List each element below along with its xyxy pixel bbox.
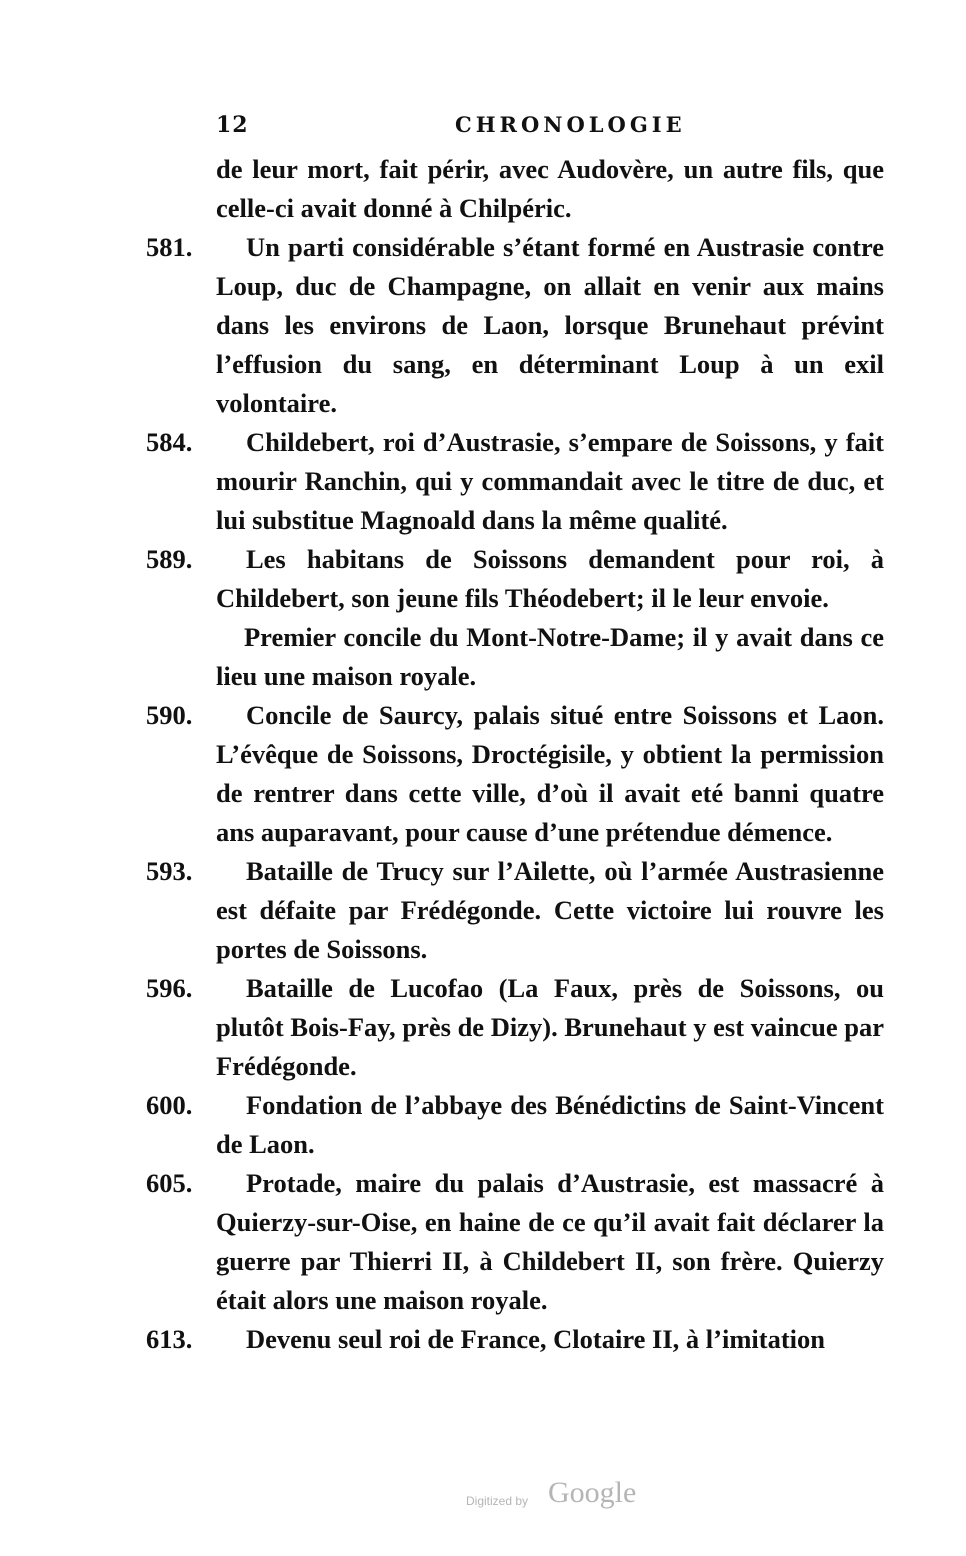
entry-year: 600. [146,1090,193,1120]
entry-text: Un parti considérable s’étant formé en Austrasie contre Loup, duc de Champagne, on allait en venir aux mains dans les environs de Laon, lorsque Brunehaut prévint l’effusion du sang, en déterminant Loup à un exil volontaire. [216,232,884,418]
entry-year: 596. [146,973,193,1003]
digitized-by-label: Digitized by [466,1494,529,1508]
entry-text: Childebert, roi d’Austrasie, s’empare de Soissons, y fait mourir Ranchin, qui y commandait avec le titre de duc, et lui substitue Magnoald dans la même qualité. [216,427,884,535]
page-header [0,112,966,152]
entry-year: 584. [146,427,193,457]
entry-593 [0,852,966,969]
entry-year: 605. [146,1168,193,1198]
page-number: 12 [216,112,249,138]
entry-584 [0,423,966,540]
entry-text: Fondation de l’abbaye des Bénédictins de Saint-Vincent de Laon. [216,1090,884,1159]
entry-year: 613. [146,1324,193,1354]
entry-text: Les habitans de Soissons demandent pour roi, à Childebert, son jeune fils Théodebert; il le leur envoie. [216,544,884,613]
entry-extra-paragraph: Premier concile du Mont-Notre-Dame; il y avait dans ce lieu une maison royale. [216,622,884,691]
entry-613 [0,1320,966,1359]
running-title: CHRONOLOGIE [455,112,686,137]
entry-600 [0,1086,966,1164]
entry-589 [0,540,966,696]
entry-year: 590. [146,700,193,730]
entry-text: Protade, maire du palais d’Austrasie, est massacré à Quierzy-sur-Oise, en haine de ce qu’il avait fait déclarer la guerre par Thierri II, à Childebert II, son frère. Quierzy était alors une maison royale. [216,1168,884,1315]
entry-text: Concile de Saurcy, palais situé entre Soissons et Laon. L’évêque de Soissons, Droctégisile, y obtient la permission de rentrer dans cette ville, d’où il avait eté banni quatre ans auparavant, pour cause d’une prétendue démence. [216,700,884,847]
entry-text: Bataille de Lucofao (La Faux, près de Soissons, ou plutôt Bois-Fay, près de Dizy). Brunehaut y est vaincue par Frédégonde. [216,973,884,1081]
entry-text: Bataille de Trucy sur l’Ailette, où l’armée Austrasienne est défaite par Frédégonde. Cette victoire lui rouvre les portes de Soissons. [216,856,884,964]
entry-year: 589. [146,544,193,574]
digitization-watermark [466,1476,666,1516]
entry-year: 581. [146,232,193,262]
entry-596 [0,969,966,1086]
chronology-text [0,150,966,1359]
entry-605 [0,1164,966,1320]
entry-year: 593. [146,856,193,886]
google-logo: Google [548,1476,637,1509]
continuation-paragraph: de leur mort, fait périr, avec Audovère, un autre fils, que celle-ci avait donné à Chilpéric. [216,154,884,223]
entry-text: Devenu seul roi de France, Clotaire II, à l’imitation [246,1324,826,1354]
entry-581 [0,228,966,423]
entry-590 [0,696,966,852]
